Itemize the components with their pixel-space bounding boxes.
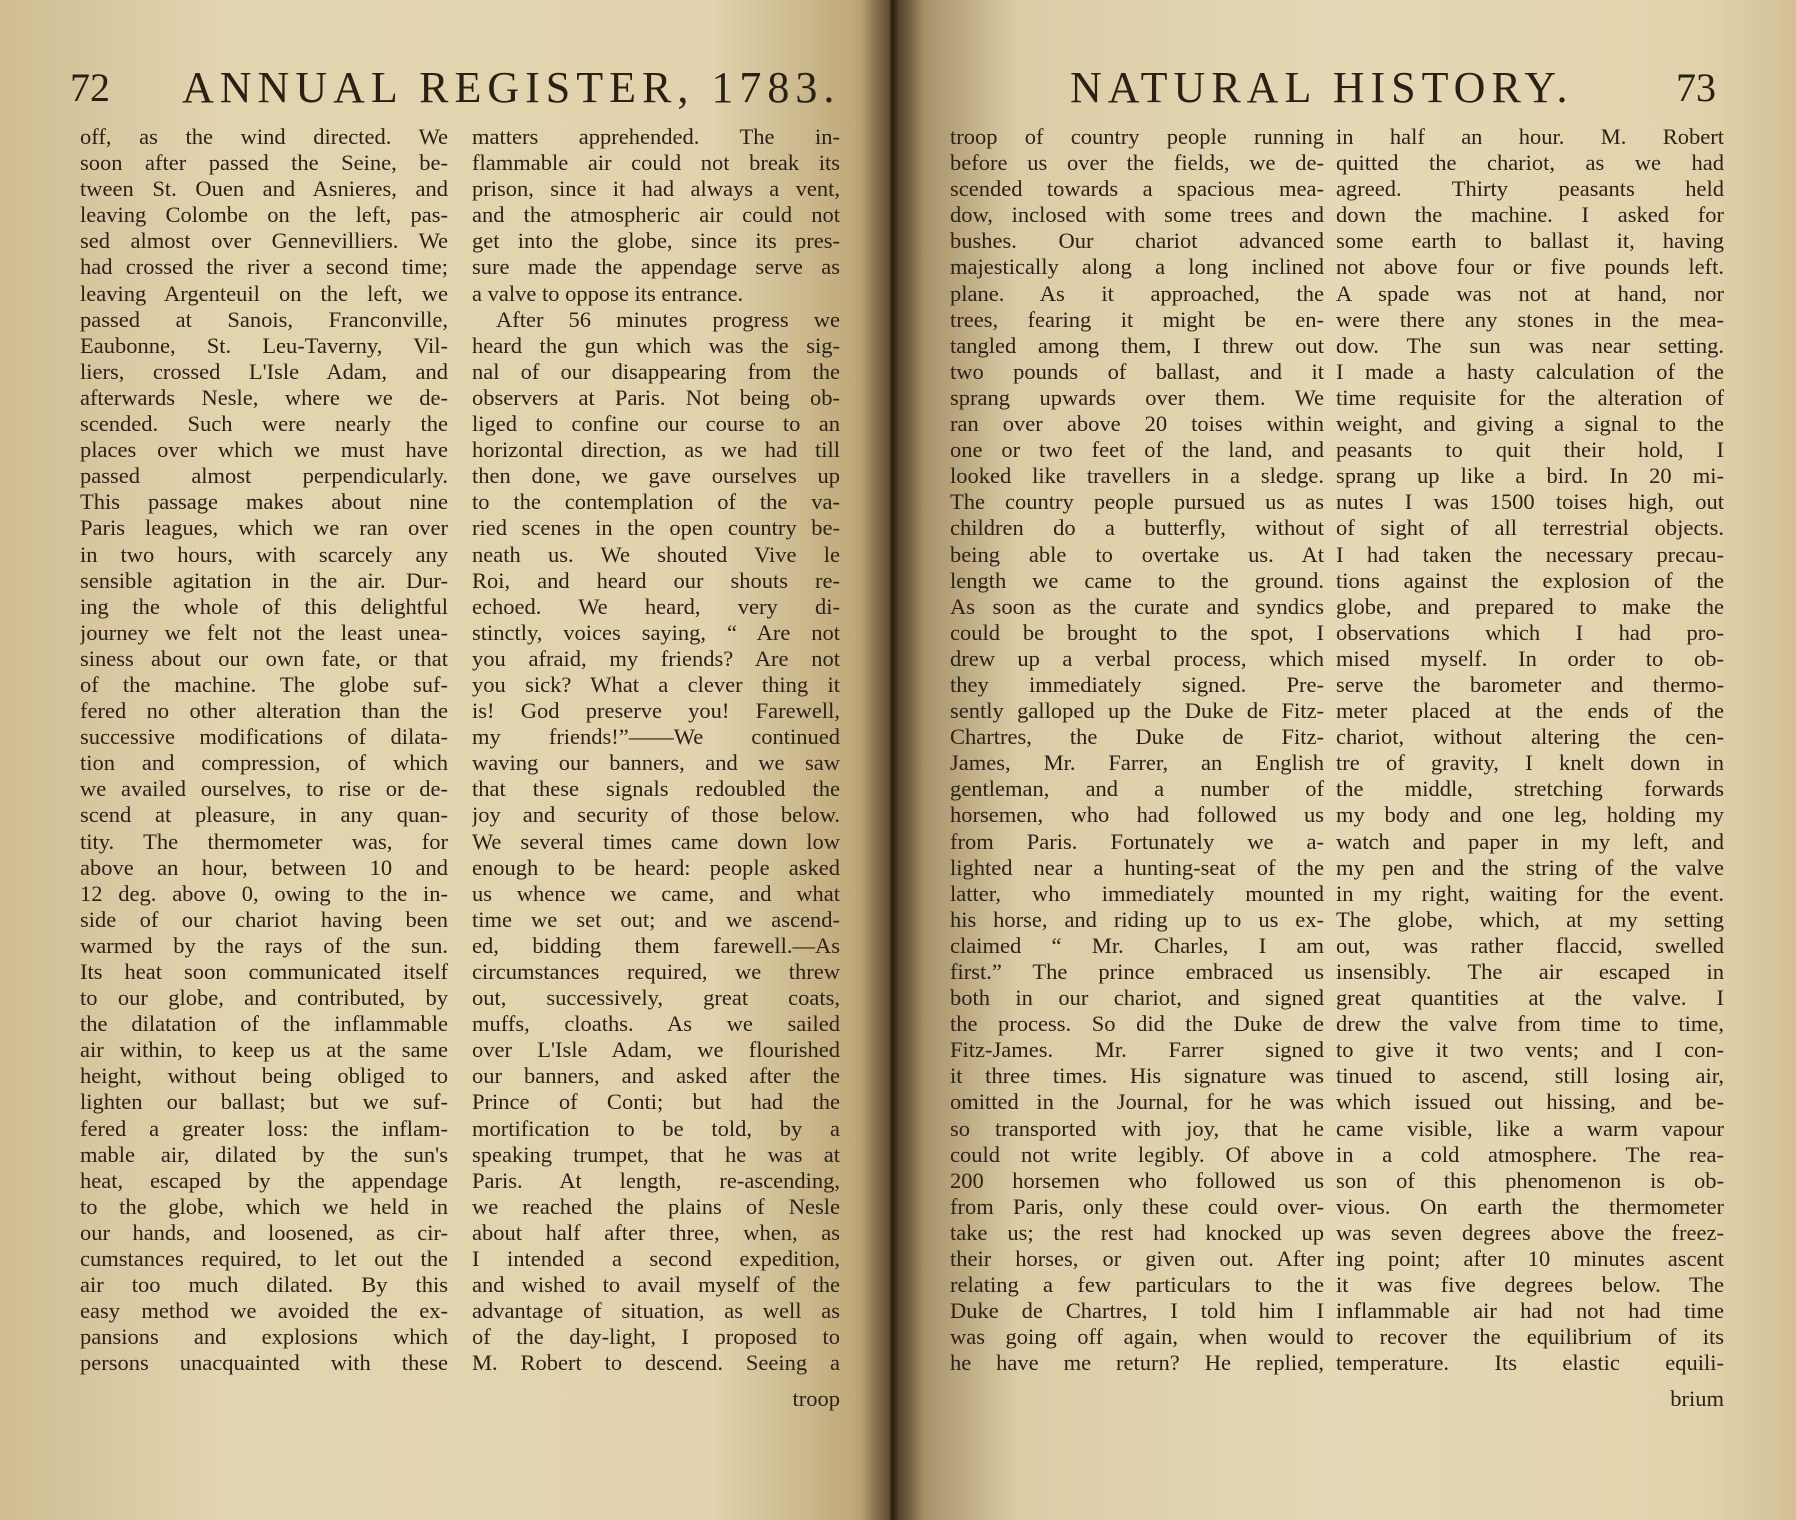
text-line: places over which we must have [80, 437, 448, 463]
text-line: peasants to quit their hold, I [1336, 437, 1724, 463]
text-line: my body and one leg, holding my [1336, 802, 1724, 828]
text-line: air too much dilated. By this [80, 1272, 448, 1298]
text-line: my pen and the string of the valve [1336, 854, 1724, 880]
text-line: Prince of Conti; but had the [472, 1089, 840, 1115]
text-line: in half an hour. M. Robert [1336, 124, 1724, 149]
text-line: from Paris. Fortunately we a- [950, 828, 1324, 854]
text-line: cumstances required, to let out the [80, 1246, 448, 1272]
text-line: leaving Argenteuil on the left, we [80, 280, 448, 306]
text-line: advantage of situation, as well as [472, 1298, 840, 1324]
text-line: enough to be heard: people asked [472, 854, 840, 880]
text-line: time requisite for the alteration of [1336, 384, 1724, 410]
text-line: omitted in the Journal, for he was [950, 1089, 1324, 1115]
text-line: sensible agitation in the air. Dur- [80, 567, 448, 593]
text-line: muffs, cloaths. As we sailed [472, 1011, 840, 1037]
text-line: ran over above 20 toises within [950, 411, 1324, 437]
text-line: The globe, which, at my setting [1336, 906, 1724, 932]
text-line: mised myself. In order to ob- [1336, 645, 1724, 671]
text-line: speaking trumpet, that he was at [472, 1141, 840, 1167]
text-line: in a cold atmosphere. The rea- [1336, 1141, 1724, 1167]
right-column-2 [1336, 124, 1724, 1377]
text-line: matters apprehended. The in- [472, 124, 840, 149]
text-line: could be brought to the spot, I [950, 619, 1324, 645]
right-page-number: 73 [1676, 65, 1716, 110]
text-line: out, was rather flaccid, swelled [1336, 932, 1724, 958]
text-line: Paris leagues, which we ran over [80, 515, 448, 541]
text-line: Paris. At length, re-ascending, [472, 1167, 840, 1193]
left-column-1 [80, 124, 448, 1377]
text-line: a valve to oppose its entrance. [472, 280, 744, 306]
text-line: After 56 minutes progress we [496, 306, 840, 332]
text-line: fered no other alteration than the [80, 698, 448, 724]
text-line: 12 deg. above 0, owing to the in- [80, 880, 448, 906]
text-line: down the machine. I asked for [1336, 202, 1724, 228]
text-line: passed almost perpendicularly. [80, 463, 448, 489]
text-line: height, without being obliged to [80, 1063, 448, 1089]
text-line: Its heat soon communicated itself [80, 959, 448, 984]
text-line: dow, inclosed with some trees and [950, 202, 1324, 228]
text-line: get into the globe, since its pres- [472, 228, 840, 254]
left-running-head: ANNUAL REGISTER, 1783. [182, 63, 841, 112]
text-line: The country people pursued us as [950, 489, 1324, 515]
text-line: to the globe, which we held in [80, 1193, 448, 1219]
right-catchword: brium [1670, 1386, 1724, 1411]
text-line: sprang upwards over them. We [950, 384, 1324, 410]
text-line: latter, who immediately mounted [950, 880, 1324, 906]
text-line: majestically along a long inclined [950, 254, 1324, 280]
text-line: As soon as the curate and syndics [950, 593, 1324, 619]
text-line: which issued out hissing, and be- [1336, 1089, 1724, 1115]
text-line: bushes. Our chariot advanced [950, 228, 1324, 254]
text-line: inflammable air had not had time [1336, 1298, 1724, 1324]
text-line: sently galloped up the Duke de Fitz- [950, 698, 1324, 724]
text-line: Duke de Chartres, I told him I [950, 1298, 1324, 1324]
text-line: lighted near a hunting-seat of the [950, 854, 1324, 880]
text-line: one or two feet of the land, and [950, 437, 1324, 463]
text-line: gentleman, and a number of [950, 776, 1324, 802]
text-line: mortification to be told, by a [472, 1115, 840, 1141]
text-line: plane. As it approached, the [950, 280, 1324, 306]
text-line: ed, bidding them farewell.—As [472, 932, 840, 958]
text-line: that these signals redoubled the [472, 776, 840, 802]
text-line: is! God preserve you! Farewell, [472, 698, 840, 724]
text-line: pansions and explosions which [80, 1324, 448, 1350]
text-line: mable air, dilated by the sun's [80, 1141, 448, 1167]
text-line: joy and security of those below. [472, 802, 840, 828]
right-running-head: NATURAL HISTORY. [1070, 63, 1574, 112]
text-line: he have me return? He replied, [950, 1350, 1324, 1376]
text-line: fered a greater loss: the inflam- [80, 1115, 448, 1141]
text-line: to our globe, and contributed, by [80, 985, 448, 1011]
text-line: successive modifications of dilata- [80, 724, 448, 750]
text-line: claimed “ Mr. Charles, I am [950, 932, 1324, 958]
text-line: echoed. We heard, very di- [472, 593, 840, 619]
text-line: scended. Such were nearly the [80, 411, 448, 437]
text-line: being able to overtake us. At [950, 541, 1324, 567]
text-line: chariot, without altering the cen- [1336, 724, 1724, 750]
text-line: they immediately signed. Pre- [950, 671, 1324, 697]
text-line: you sick? What a clever thing it [472, 671, 840, 697]
text-line: nutes I was 1500 toises high, out [1336, 489, 1724, 515]
text-line: This passage makes about nine [80, 489, 448, 515]
text-line: passed at Sanois, Franconville, [80, 306, 448, 332]
text-line: easy method we avoided the ex- [80, 1298, 448, 1324]
text-line: it was five degrees below. The [1336, 1272, 1724, 1298]
text-line: take us; the rest had knocked up [950, 1219, 1324, 1245]
text-line: James, Mr. Farrer, an English [950, 750, 1324, 776]
text-line: tions against the explosion of the [1336, 567, 1724, 593]
text-line: in two hours, with scarcely any [80, 541, 448, 567]
text-line: looked like travellers in a sledge. [950, 463, 1324, 489]
text-line: to give it two vents; and I con- [1336, 1037, 1724, 1063]
text-line: our banners, and asked after the [472, 1063, 840, 1089]
text-line: temperature. Its elastic equili- [1336, 1350, 1724, 1376]
text-line: of the day-light, I proposed to [472, 1324, 840, 1350]
text-line: waving our banners, and we saw [472, 750, 840, 776]
text-line: watch and paper in my left, and [1336, 828, 1724, 854]
text-line: meter placed at the ends of the [1336, 698, 1724, 724]
text-line: troop of country people running [950, 124, 1324, 149]
text-line: sprang up like a bird. In 20 mi- [1336, 463, 1724, 489]
text-line: in my right, waiting for the event. [1336, 880, 1724, 906]
text-line: We several times came down low [472, 828, 840, 854]
text-line: lighten our ballast; but we suf- [80, 1089, 448, 1115]
text-line: tre of gravity, I knelt down in [1336, 750, 1724, 776]
text-line: insensibly. The air escaped in [1336, 959, 1724, 984]
text-line: ing the whole of this delightful [80, 593, 448, 619]
text-line: from Paris, only these could over- [950, 1193, 1324, 1219]
text-line: off, as the wind directed. We [80, 124, 448, 149]
text-line: observers at Paris. Not being ob- [472, 384, 840, 410]
text-line: my friends!”——We continued [472, 724, 840, 750]
text-line: of the machine. The globe suf- [80, 671, 448, 697]
text-line: prison, since it had always a vent, [472, 176, 840, 202]
text-line: flammable air could not break its [472, 150, 840, 176]
text-line: agreed. Thirty peasants held [1336, 176, 1724, 202]
text-line: vious. On earth the thermometer [1336, 1193, 1724, 1219]
text-line: great quantities at the valve. I [1336, 985, 1724, 1011]
text-line: I intended a second expedition, [472, 1246, 840, 1272]
text-line: could not write legibly. Of above [950, 1141, 1324, 1167]
text-line: the process. So did the Duke de [950, 1011, 1324, 1037]
text-line: A spade was not at hand, nor [1336, 280, 1724, 306]
text-line: and the atmospheric air could not [472, 202, 840, 228]
text-line: tween St. Ouen and Asnieres, and [80, 176, 448, 202]
text-line: I made a hasty calculation of the [1336, 358, 1724, 384]
text-line: weight, and giving a signal to the [1336, 411, 1724, 437]
text-line: time we set out; and we ascend- [472, 906, 840, 932]
text-line: the middle, stretching forwards [1336, 776, 1724, 802]
text-line: both in our chariot, and signed [950, 985, 1324, 1011]
text-line: heat, escaped by the appendage [80, 1167, 448, 1193]
text-line: serve the barometer and thermo- [1336, 671, 1724, 697]
right-page [890, 0, 1796, 1520]
text-line: son of this phenomenon is ob- [1336, 1167, 1724, 1193]
left-column-2 [472, 124, 840, 1377]
text-line: liers, crossed L'Isle Adam, and [80, 358, 448, 384]
text-line: soon after passed the Seine, be- [80, 150, 448, 176]
text-line: above an hour, between 10 and [80, 854, 448, 880]
text-line: was going off again, when would [950, 1324, 1324, 1350]
text-line: 200 horsemen who followed us [950, 1167, 1324, 1193]
text-line: side of our chariot having been [80, 906, 448, 932]
text-line: Fitz-James. Mr. Farrer signed [950, 1037, 1324, 1063]
text-line: some earth to ballast it, having [1336, 228, 1724, 254]
text-line: Roi, and heard our shouts re- [472, 567, 840, 593]
text-line: first.” The prince embraced us [950, 959, 1324, 984]
text-line: length we came to the ground. [950, 567, 1324, 593]
text-line: not above four or five pounds left. [1336, 254, 1724, 280]
left-page-number: 72 [70, 65, 110, 110]
text-line: liged to confine our course to an [472, 411, 840, 437]
text-line: scend at pleasure, in any quan- [80, 802, 448, 828]
text-line: quitted the chariot, as we had [1336, 150, 1724, 176]
text-line: his horse, and riding up to us ex- [950, 906, 1324, 932]
text-line: air within, to keep us at the same [80, 1037, 448, 1063]
text-line: persons unacquainted with these [80, 1350, 448, 1376]
text-line: before us over the fields, we de- [950, 150, 1324, 176]
text-line: we availed ourselves, to rise or de- [80, 776, 448, 802]
right-column-1 [950, 124, 1324, 1377]
text-line: we reached the plains of Nesle [472, 1193, 840, 1219]
text-line: to the contemplation of the va- [472, 489, 840, 515]
text-line: dow. The sun was near setting. [1336, 332, 1724, 358]
text-line: leaving Colombe on the left, pas- [80, 202, 448, 228]
text-line: had crossed the river a second time; [80, 254, 448, 280]
left-catchword: troop [792, 1386, 840, 1411]
text-line: siness about our own fate, or that [80, 645, 448, 671]
text-line: scended towards a spacious mea- [950, 176, 1324, 202]
text-line: it three times. His signature was [950, 1063, 1324, 1089]
text-line: over L'Isle Adam, we flourished [472, 1037, 840, 1063]
text-line: relating a few particulars to the [950, 1272, 1324, 1298]
text-line: tity. The thermometer was, for [80, 828, 448, 854]
text-line: about half after three, when, as [472, 1219, 840, 1245]
text-line: globe, and prepared to make the [1336, 593, 1724, 619]
text-line: M. Robert to descend. Seeing a [472, 1350, 840, 1376]
text-line: and wished to avail myself of the [472, 1272, 840, 1298]
text-line: came visible, like a warm vapour [1336, 1115, 1724, 1141]
text-line: I had taken the necessary precau- [1336, 541, 1724, 567]
text-line: journey we felt not the least unea- [80, 619, 448, 645]
text-line: you afraid, my friends? Are not [472, 645, 840, 671]
text-line: two pounds of ballast, and it [950, 358, 1324, 384]
text-line: ried scenes in the open country be- [472, 515, 840, 541]
text-line: drew up a verbal process, which [950, 645, 1324, 671]
text-line: observations which I had pro- [1336, 619, 1724, 645]
text-line: then done, we gave ourselves up [472, 463, 840, 489]
text-line: ing point; after 10 minutes ascent [1336, 1246, 1724, 1272]
text-line: sure made the appendage serve as [472, 254, 840, 280]
text-line: heard the gun which was the sig- [472, 332, 840, 358]
text-line: afterwards Nesle, where we de- [80, 384, 448, 410]
text-line: children do a butterfly, without [950, 515, 1324, 541]
text-line: to recover the equilibrium of its [1336, 1324, 1724, 1350]
text-line: us whence we came, and what [472, 880, 840, 906]
text-line: nal of our disappearing from the [472, 358, 840, 384]
text-line: tinued to ascend, still losing air, [1336, 1063, 1724, 1089]
text-line: sed almost over Gennevilliers. We [80, 228, 448, 254]
text-line: of sight of all terrestrial objects. [1336, 515, 1724, 541]
text-line: stinctly, voices saying, “ Are not [472, 619, 840, 645]
text-line: tangled among them, I threw out [950, 332, 1324, 358]
text-line: their horses, or given out. After [950, 1246, 1324, 1272]
text-line: was seven degrees above the freez- [1336, 1219, 1724, 1245]
text-line: neath us. We shouted Vive le [472, 541, 840, 567]
text-line: our hands, and loosened, as cir- [80, 1219, 448, 1245]
left-page [0, 0, 890, 1520]
text-line: horizontal direction, as we had till [472, 437, 840, 463]
text-line: were there any stones in the mea- [1336, 306, 1724, 332]
text-line: out, successively, great coats, [472, 985, 840, 1011]
text-line: Chartres, the Duke de Fitz- [950, 724, 1324, 750]
text-line: warmed by the rays of the sun. [80, 932, 448, 958]
text-line: the dilatation of the inflammable [80, 1011, 448, 1037]
text-line: Eaubonne, St. Leu-Taverny, Vil- [80, 332, 448, 358]
text-line: tion and compression, of which [80, 750, 448, 776]
text-line: circumstances required, we threw [472, 959, 840, 984]
text-line: horsemen, who had followed us [950, 802, 1324, 828]
text-line: trees, fearing it might be en- [950, 306, 1324, 332]
text-line: so transported with joy, that he [950, 1115, 1324, 1141]
text-line: drew the valve from time to time, [1336, 1011, 1724, 1037]
